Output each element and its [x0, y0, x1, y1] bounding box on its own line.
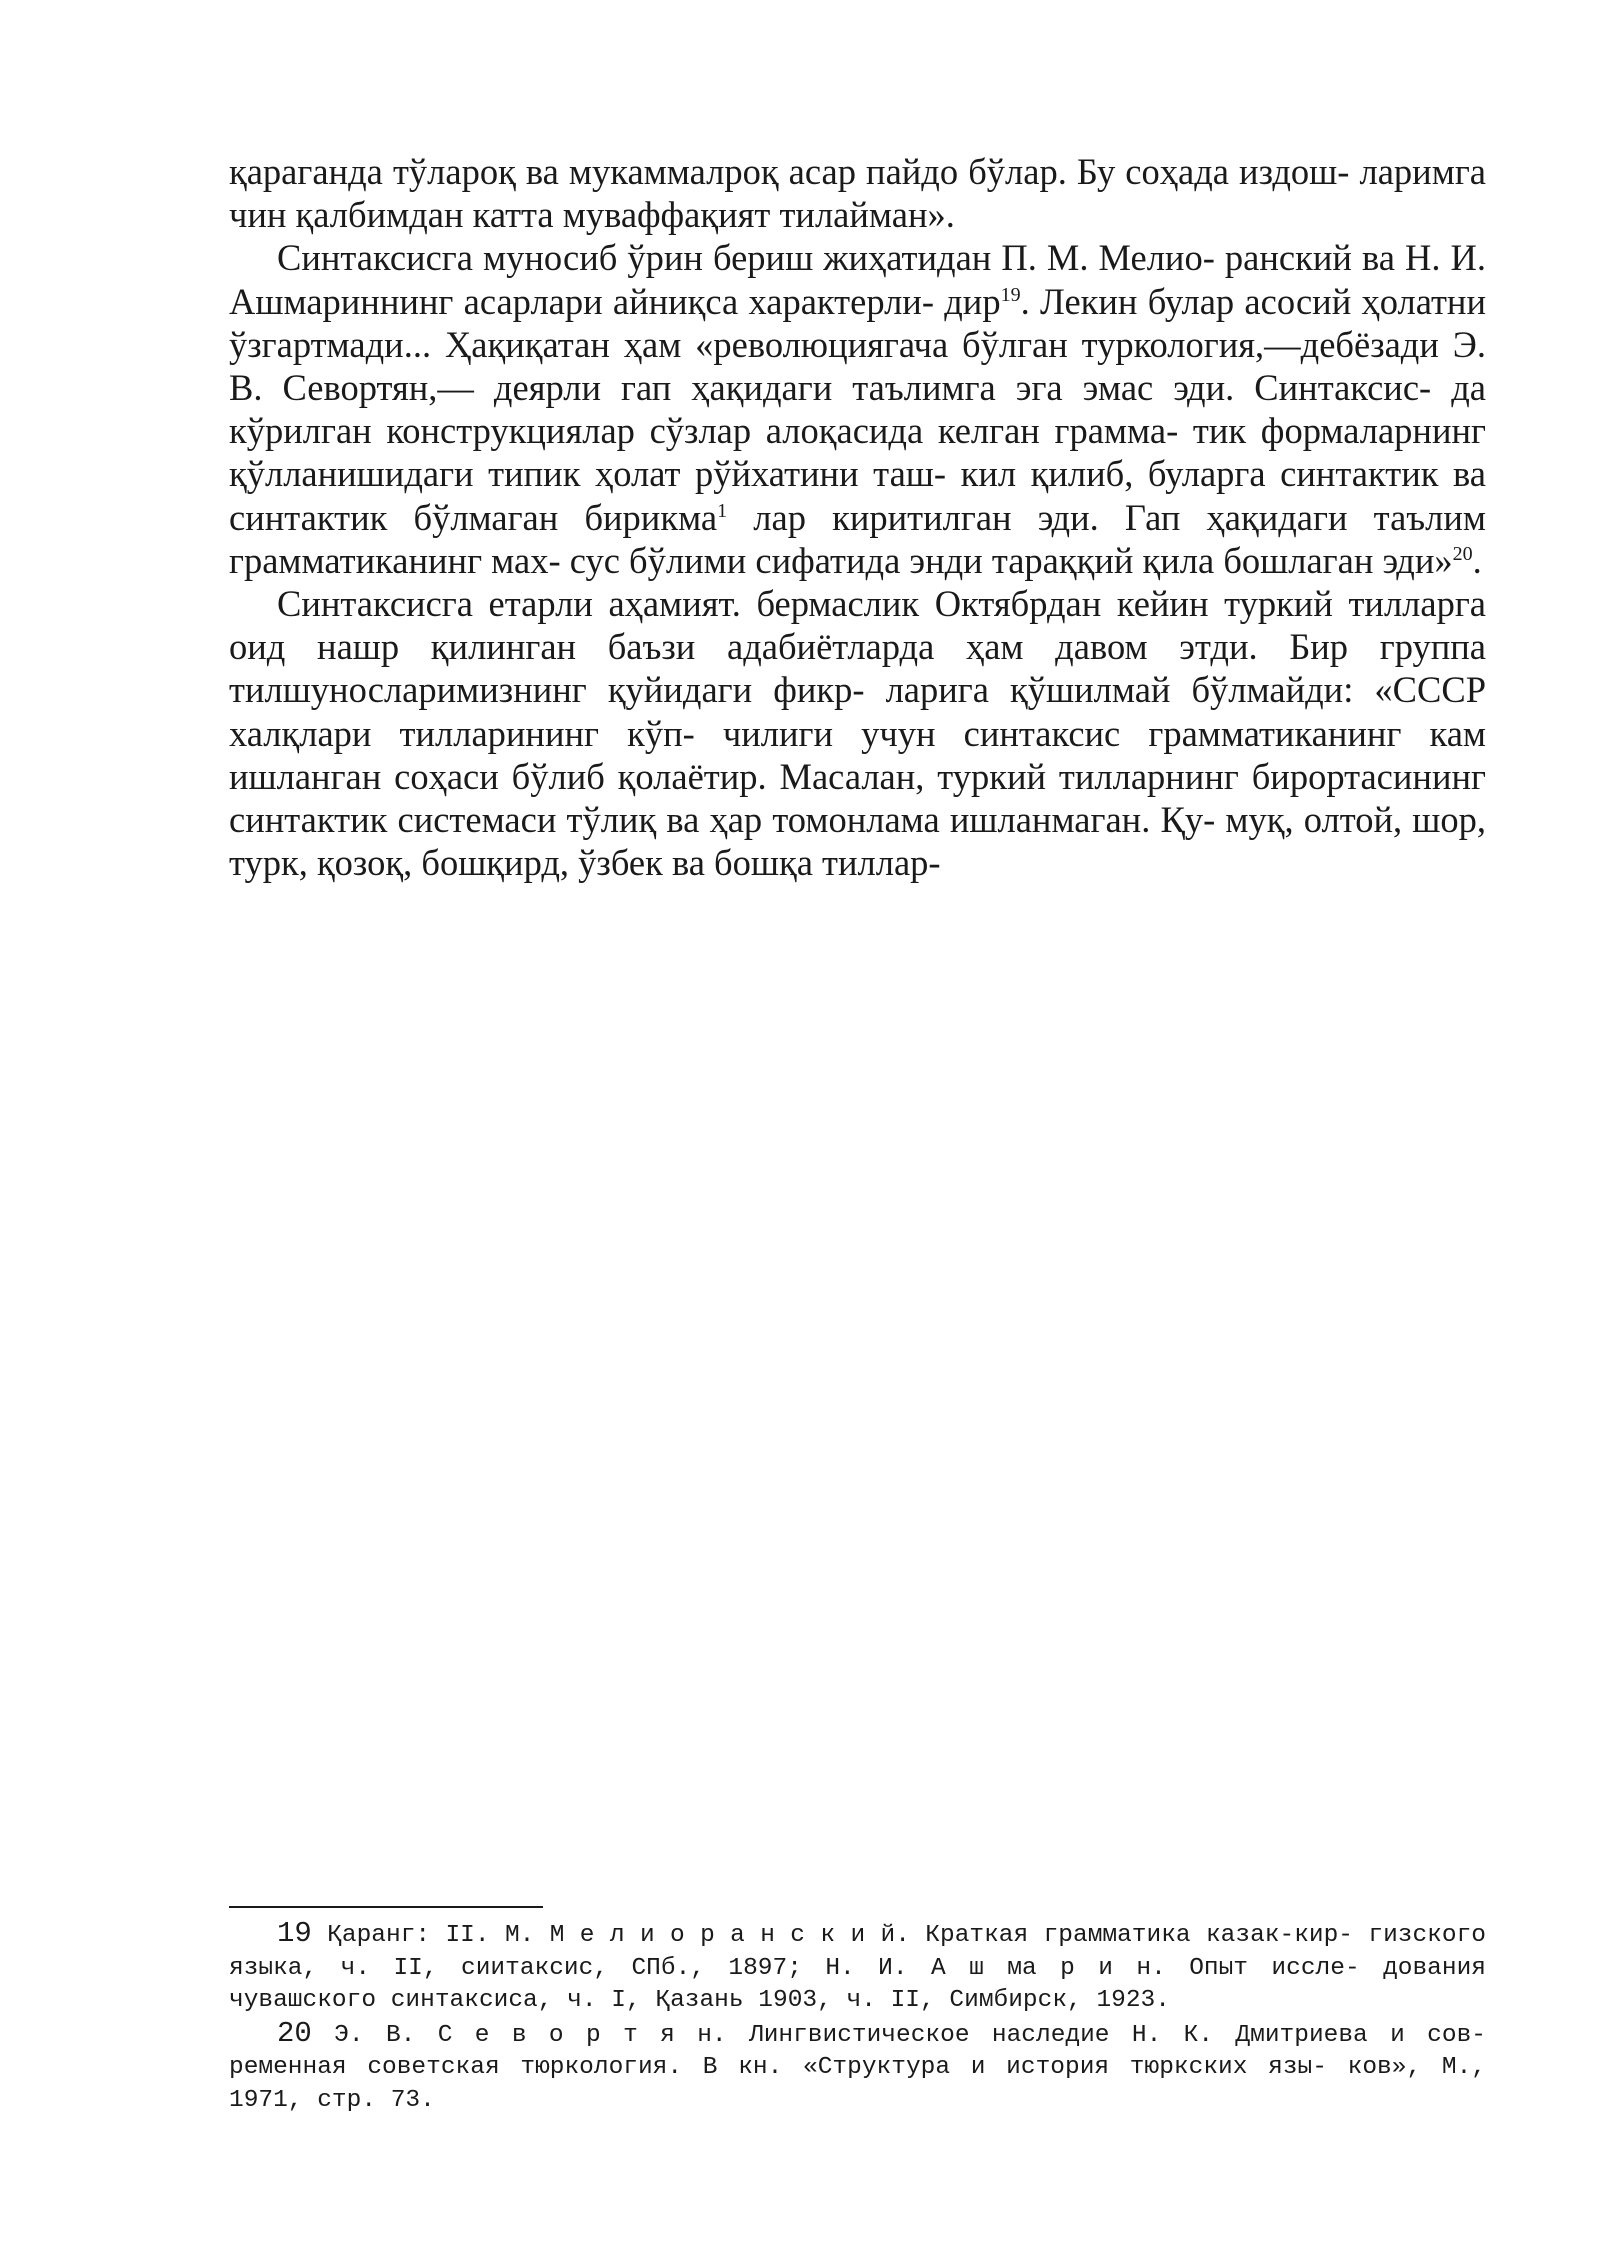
footnote-ref-20[interactable]: 20: [1452, 542, 1473, 565]
footnote-separator: [229, 1906, 543, 1908]
footnote-20: [229, 2018, 1486, 2118]
paragraph-text: лар киритилган эди. Гап ҳақидаги таълим грамматиканинг мах- сус бўлими сифатида энди тараққий қила бошлаган эди»: [229, 496, 1486, 581]
footnote-19: [229, 1918, 1486, 2018]
footnote-number: 20: [277, 2016, 312, 2050]
footnote-ref-1: 1: [717, 499, 728, 522]
footnote-text: Э. В. С е в о р т я н. Лингвистическое наследие Н. К. Дмитриева и сов- ременная советская тюркология. В кн. «Структура и история тюркских язы- ков», М., 1971, стр. 73.: [229, 2021, 1486, 2114]
paragraph-syntax-importance: [229, 582, 1486, 884]
footnote-number: 19: [277, 1917, 312, 1950]
footnote-ref-19[interactable]: 19: [1000, 283, 1021, 306]
footnotes: [229, 1918, 1486, 2117]
paragraph-text: қараганда тўлароқ ва мукаммалроқ асар пайдо бўлар. Бу соҳада издош- ларимга чин қалбимдан катта муваффақият тилайман».: [229, 151, 1486, 236]
paragraph-continuation: [229, 150, 1486, 236]
paragraph-syntax-place: [229, 236, 1486, 582]
footnote-text: Қаранг: II. М. М е л и о р а н с к и й. Краткая грамматика казак-кир- гизского языка, ч. II, сиитаксис, СПб., 1897; Н. И. А ш ма р и н. Опыт иссле- дования чувашского синтаксиса, ч. I, Қазань 1903, ч. II, Симбирск, 1923.: [229, 1922, 1486, 2014]
paragraph-text: . Лекин булар асосий ҳолатни ўзгартмади... Ҳақиқатан ҳам «революциягача бўлган туркология,—дебёзади Э. В. Севортян,— деярли гап ҳақидаги таълимга эга эмас эди. Синтаксис- да кўрилган конструкциялар сўзлар алоқасида келган грамма- тик формаларнинг қўлланишидаги типик ҳолат рўйхатини таш- кил қилиб, буларга синтактик ва синтактик бўлмаган бирикма: [229, 280, 1486, 538]
body-text: [229, 150, 1486, 884]
paragraph-text: Синтаксисга муносиб ўрин бериш жиҳатидан П. М. Мелио- ранский ва Н. И. Ашмариннинг асарлари айниқса характерли- дир: [229, 237, 1486, 322]
paragraph-text: .: [1472, 539, 1482, 581]
main-text: [229, 150, 1486, 884]
paragraph-text: Синтаксисга етарли аҳамият. бермаслик Октябрдан кейин туркий тилларга оид нашр қилинган баъзи адабиётларда ҳам давом этди. Бир группа тилшуносларимизнинг қуйидаги фикр- ларига қўшилмай бўлмайди: «СССР халқлари тилларининг кўп- чилиги учун синтаксис грамматиканинг кам ишланган соҳаси бўлиб қолаётир. Масалан, туркий тилларнинг бирортасининг синтактик системаси тўлиқ ва ҳар томонлама ишланмаган. Қу- муқ, олтой, шор, турк, қозоқ, бошқирд, ўзбек ва бошқа тиллар-: [229, 583, 1486, 884]
